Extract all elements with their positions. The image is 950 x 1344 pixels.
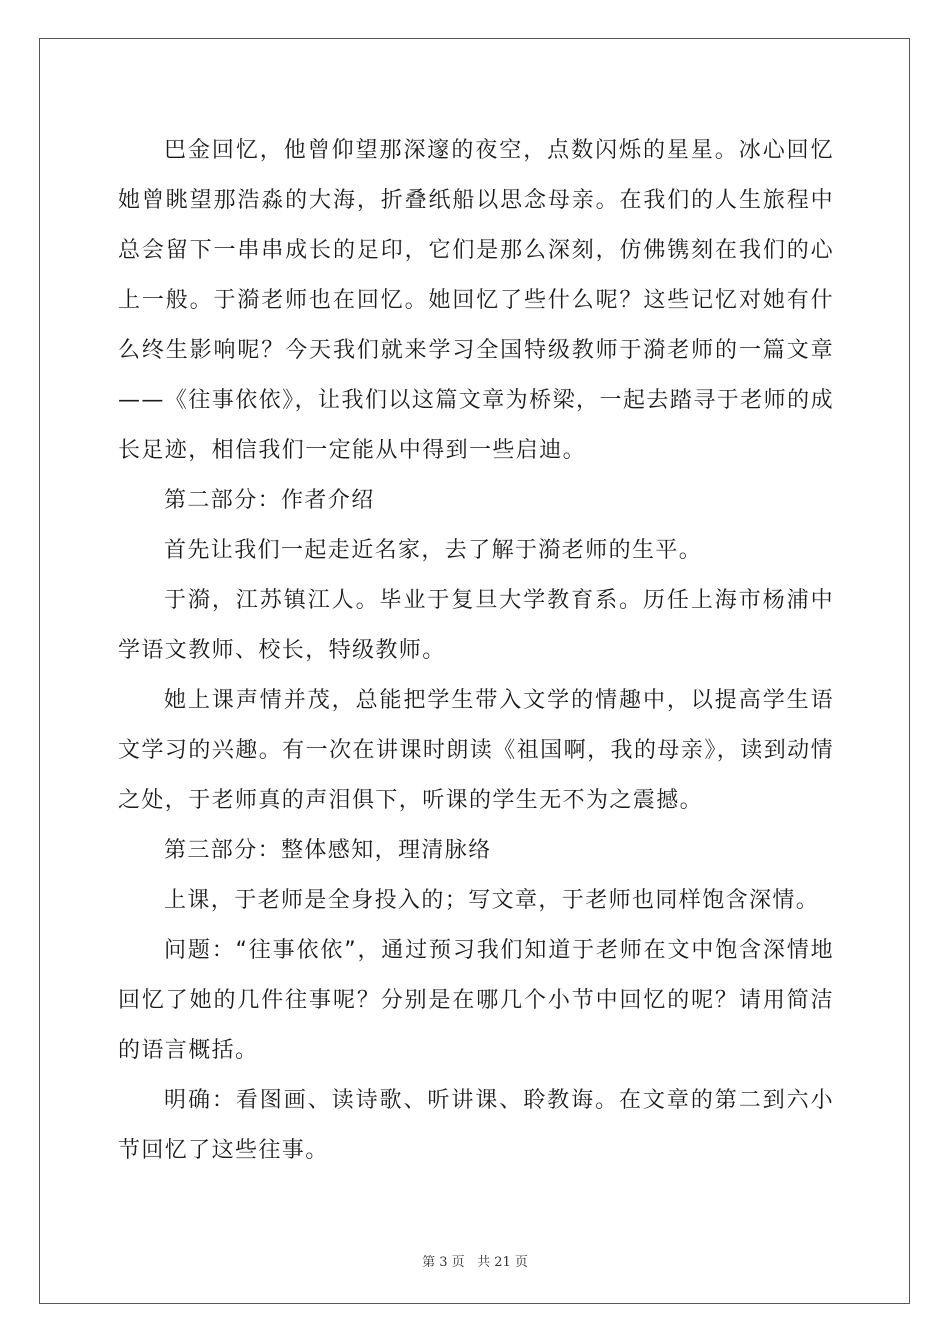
paragraph-dedication: 上课，于老师是全身投入的；写文章，于老师也同样饱含深情。 bbox=[164, 888, 820, 913]
page-number: 第 3 页 bbox=[422, 1255, 465, 1270]
paragraph-biography: 于漪，江苏镇江人。毕业于复旦大学教育系。历任上海市杨浦中学语文教师、校长，特级教师。 bbox=[118, 588, 834, 663]
paragraph-answer: 明确：看图画、读诗歌、听讲课、聆教诲。在文章的第二到六小节回忆了这些往事。 bbox=[118, 1088, 834, 1163]
document-body bbox=[118, 126, 834, 1176]
section-heading-author: 第二部分：作者介绍 bbox=[164, 488, 375, 513]
total-pages: 共 21 页 bbox=[477, 1255, 528, 1270]
paragraph-teaching: 她上课声情并茂，总能把学生带入文学的情趣中，以提高学生语文学习的兴趣。有一次在讲课时朗读《祖国啊，我的母亲》，读到动情之处，于老师真的声泪俱下，听课的学生无不为之震撼。 bbox=[118, 688, 834, 813]
page-footer bbox=[0, 1251, 950, 1270]
paragraph-intro: 巴金回忆，他曾仰望那深邃的夜空，点数闪烁的星星。冰心回忆她曾眺望那浩淼的大海，折叠纸船以思念母亲。在我们的人生旅程中总会留下一串串成长的足印，它们是那么深刻，仿佛镌刻在我们的心上一般。于漪老师也在回忆。她回忆了些什么呢？这些记忆对她有什么终生影响呢？今天我们就来学习全国特级教师于漪老师的一篇文章——《往事依依》，让我们以这篇文章为桥梁，一起去踏寻于老师的成长足迹，相信我们一定能从中得到一些启迪。 bbox=[118, 138, 834, 463]
section-heading-overview: 第三部分：整体感知，理清脉络 bbox=[164, 838, 492, 863]
paragraph-approach: 首先让我们一起走近名家，去了解于漪老师的生平。 bbox=[164, 538, 703, 563]
paragraph-question: 问题：“往事依依”，通过预习我们知道于老师在文中饱含深情地回忆了她的几件往事呢？分别是在哪几个小节中回忆的呢？请用简洁的语言概括。 bbox=[118, 938, 834, 1063]
